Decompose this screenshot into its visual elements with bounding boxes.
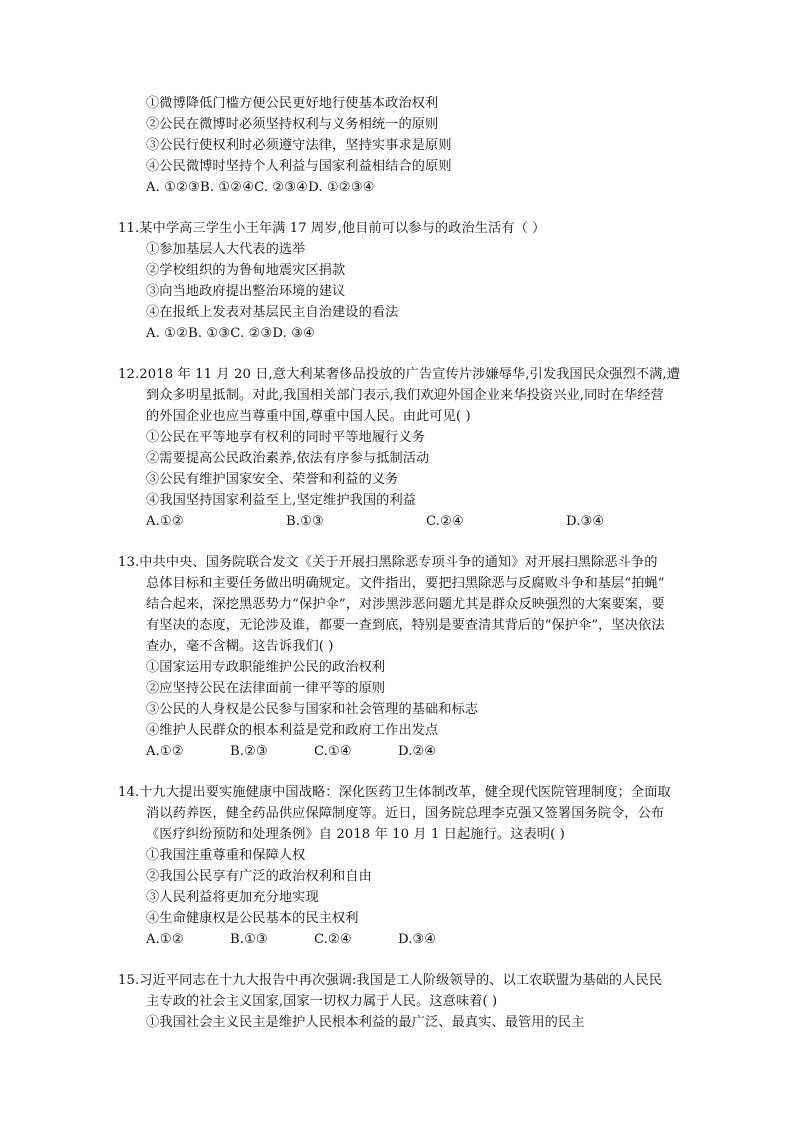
q12-option-b: B.①③	[286, 514, 324, 529]
q15-item-1: ①我国社会主义民主是维护人民根本利益的最广泛、最真实、最管用的民主	[146, 1015, 585, 1030]
q13-stem-line-3: 结合起来，深挖黑恶势力“保护伞”，对涉黑涉恶问题尤其是群众反映强烈的大案要案，要	[146, 597, 665, 612]
q14-option-b: B.①③	[230, 932, 268, 947]
q10-item-4: ④公民微博时坚持个人利益与国家利益相结合的原则	[146, 159, 452, 174]
q14-option-d: D.③④	[398, 932, 437, 947]
q11-stem: 11.某中学高三学生小王年满 17 周岁,他目前可以参与的政治生活有（ ）	[118, 221, 546, 236]
q11-item-1: ①参加基层人大代表的选举	[146, 242, 306, 257]
q13-stem-line-4: 有坚决的态度，无论涉及谁，都要一查到底，特别是要查清其背后的“保护伞”，坚决依法	[146, 618, 665, 633]
q11-item-3: ③向当地政府提出整治环境的建议	[146, 284, 346, 299]
q14-item-1: ①我国注重尊重和保障人权	[146, 848, 306, 863]
q12-stem-line-1: 12.2018 年 11 月 20 日,意大利某奢侈品投放的广告宣传片涉嫌辱华,引发我国民众强烈不满,遭	[118, 367, 681, 382]
q15-stem-line-2: 主专政的社会主义国家,国家一切权力属于人民。这意味着( )	[146, 994, 498, 1009]
q15-stem-line-1: 15.习近平同志在十九大报告中再次强调:我国是工人阶级领导的、以工农联盟为基础的人民民	[118, 973, 663, 988]
q13-option-a: A.①②	[146, 744, 184, 759]
q12-option-d: D.③④	[566, 514, 605, 529]
q12-item-2: ②需要提高公民政治素养,依法有序参与抵制活动	[146, 451, 430, 466]
q14-option-c: C.②④	[314, 932, 352, 947]
q14-item-2: ②我国公民享有广泛的政治权利和自由	[146, 869, 372, 884]
q14-item-4: ④生命健康权是公民基本的民主权利	[146, 911, 359, 926]
q13-stem-line-5: 查办，毫不含糊。这告诉我们( )	[146, 639, 334, 654]
q13-item-2: ②应坚持公民在法律面前一律平等的原则	[146, 681, 386, 696]
q10-options: A. ①②③B. ①②④C. ②③④D. ①②③④	[146, 180, 375, 195]
q12-stem-line-2: 到众多明星抵制。对此,我国相关部门表示,我们欢迎外国企业来华投资兴业,同时在华经营	[146, 388, 664, 403]
q14-option-a: A.①②	[146, 932, 184, 947]
q12-item-4: ④我国坚持国家利益至上,坚定维护我国的利益	[146, 493, 417, 508]
q10-item-2: ②公民在微博时必须坚持权利与义务相统一的原则	[146, 117, 439, 132]
q12-item-3: ③公民有维护国家安全、荣誉和利益的义务	[146, 472, 399, 487]
q11-item-4: ④在报纸上发表对基层民主自治建设的看法	[146, 305, 399, 320]
q13-option-d: D.②④	[398, 744, 437, 759]
q11-item-2: ②学校组织的为鲁甸地震灾区捐款	[146, 263, 346, 278]
q12-option-c: C.②④	[426, 514, 464, 529]
q14-item-3: ③人民利益将更加充分地实现	[146, 890, 319, 905]
q13-item-3: ③公民的人身权是公民参与国家和社会管理的基础和标志	[146, 702, 479, 717]
q10-item-3: ③公民行使权利时必须遵守法律，坚持实事求是原则	[146, 138, 452, 153]
q13-item-1: ①国家运用专政职能维护公民的政治权利	[146, 660, 386, 675]
q13-option-b: B.②③	[230, 744, 268, 759]
q13-option-c: C.①④	[314, 744, 352, 759]
q14-stem-line-3: 《医疗纠纷预防和处理条例》自 2018 年 10 月 1 日起施行。这表明( )	[146, 827, 565, 842]
q13-stem-line-1: 13.中共中央、国务院联合发文《关于开展扫黑除恶专项斗争的通知》对开展扫黑除恶斗争的	[118, 555, 658, 570]
q12-option-a: A.①②	[146, 514, 184, 529]
q12-item-1: ①公民在平等地享有权利的同时平等地履行义务	[146, 430, 426, 445]
q14-stem-line-2: 消以药养医，健全药品供应保障制度等。近日，国务院总理李克强又签署国务院令，公布	[146, 806, 665, 821]
q11-options: A. ①②B. ①③C. ②③D. ③④	[146, 326, 316, 341]
q10-item-1: ①微博降低门槛方便公民更好地行使基本政治权利	[146, 96, 439, 111]
q12-stem-line-3: 的外国企业也应当尊重中国,尊重中国人民。由此可见( )	[146, 409, 471, 424]
q13-stem-line-2: 总体目标和主要任务做出明确规定。文件指出，要把扫黑除恶与反腐败斗争和基层“拍蝇”	[146, 576, 665, 591]
q14-stem-line-1: 14.十九大提出要实施健康中国战略：深化医药卫生体制改革，健全现代医院管理制度；全面取	[118, 785, 671, 800]
q13-item-4: ④维护人民群众的根本利益是党和政府工作出发点	[146, 723, 439, 738]
